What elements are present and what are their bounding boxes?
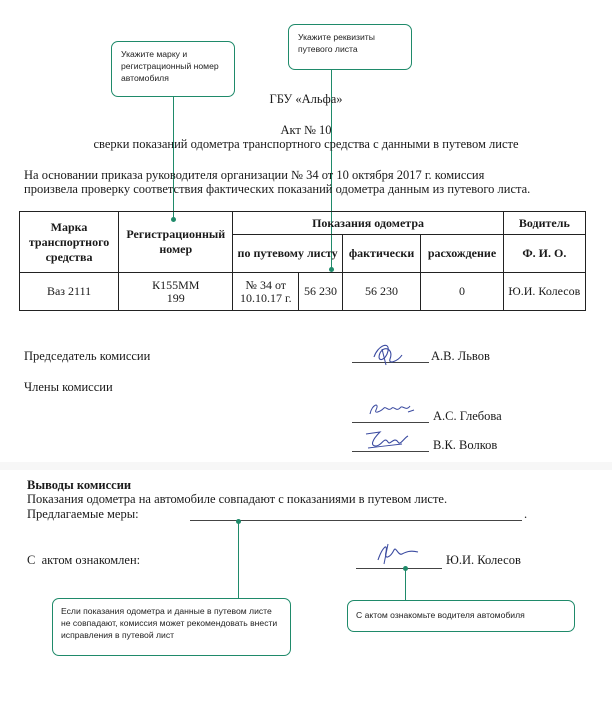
org-name: ГБУ «Альфа» xyxy=(269,92,343,106)
th-actual: фактически xyxy=(342,235,420,273)
callout-acquaint-dot xyxy=(403,566,408,571)
cell-diff: 0 xyxy=(421,273,503,311)
cell-waybill-value: 56 230 xyxy=(299,273,343,311)
chair-signature xyxy=(368,339,410,369)
callout-car-brand xyxy=(111,41,235,97)
cell-reg-line-1: К155ММ xyxy=(152,277,200,292)
callout-car-brand-text: Укажите марку и регистрационный номер автомобиля xyxy=(121,49,219,83)
cell-brand: Ваз 2111 xyxy=(20,273,119,311)
member1-name: А.С. Глебова xyxy=(433,409,502,423)
callout-discrepancy-text: Если показания одометра и данные в путевом листе не совпадают, комиссия может рекомендовать внести исправления в путевой лист xyxy=(61,606,278,640)
callout-acquaint xyxy=(347,600,575,632)
cell-waybill-ref xyxy=(233,273,299,311)
cell-reg xyxy=(119,273,233,311)
callout-waybill-text: Укажите реквизиты путевого листа xyxy=(298,32,375,54)
chair-name: А.В. Львов xyxy=(431,349,490,363)
callout-acquaint-text: С актом ознакомьте водителя автомобиля xyxy=(356,610,525,620)
callout-discrepancy-pointer xyxy=(238,522,239,600)
measures-period: . xyxy=(524,507,528,521)
callout-car-brand-pointer xyxy=(173,97,174,218)
callout-discrepancy-dot xyxy=(236,519,241,524)
members-label: Члены комиссии xyxy=(24,380,113,394)
cell-waybill-ref-line-2: 10.10.17 г. xyxy=(240,290,292,305)
member2-name: В.К. Волков xyxy=(433,438,498,452)
th-odometer: Показания одометра xyxy=(233,212,503,235)
th-brand: Марка транспортного средства xyxy=(20,212,119,273)
act-subtitle: сверки показаний одометра транспортного средства с данными в путевом листе xyxy=(93,137,519,151)
cell-waybill-ref-line-1: № 34 от xyxy=(245,277,287,292)
cell-actual: 56 230 xyxy=(342,273,420,311)
cell-driver: Ю.И. Колесов xyxy=(503,273,585,311)
table-row xyxy=(20,273,586,311)
th-diff: расхождение xyxy=(421,235,503,273)
intro-line-1: На основании приказа руководителя организации № 34 от 10 октября 2017 г. комиссия xyxy=(24,168,485,182)
th-reg: Регистрационный номер xyxy=(119,212,233,273)
member2-signature xyxy=(362,428,410,452)
cell-reg-line-2: 199 xyxy=(166,290,185,305)
odometer-table xyxy=(19,211,586,311)
acquainted-signature xyxy=(372,538,422,568)
conclusions-text: Показания одометра на автомобиле совпадают с показаниями в путевом листе. xyxy=(27,492,448,506)
act-title: Акт № 10 xyxy=(280,123,332,137)
intro-line-2: произвела проверку соответствия фактических показаний одометра данным из путевого листа. xyxy=(24,182,531,196)
th-fio: Ф. И. О. xyxy=(503,235,585,273)
measures-label: Предлагаемые меры: xyxy=(27,507,139,521)
th-by-waybill: по путевому листу xyxy=(233,235,342,273)
member1-signature xyxy=(366,398,418,420)
page-gap xyxy=(0,462,612,470)
conclusions-title: Выводы комиссии xyxy=(27,478,132,492)
callout-acquaint-pointer xyxy=(405,568,406,601)
member1-signature-line xyxy=(352,422,429,423)
callout-discrepancy xyxy=(52,598,291,656)
th-driver: Водитель xyxy=(503,212,585,235)
callout-waybill xyxy=(288,24,412,70)
acquainted-label: С актом ознакомлен: xyxy=(27,553,141,567)
acquainted-signature-line xyxy=(356,568,442,569)
chair-label: Председатель комиссии xyxy=(24,349,151,363)
acquainted-name: Ю.И. Колесов xyxy=(446,553,521,567)
